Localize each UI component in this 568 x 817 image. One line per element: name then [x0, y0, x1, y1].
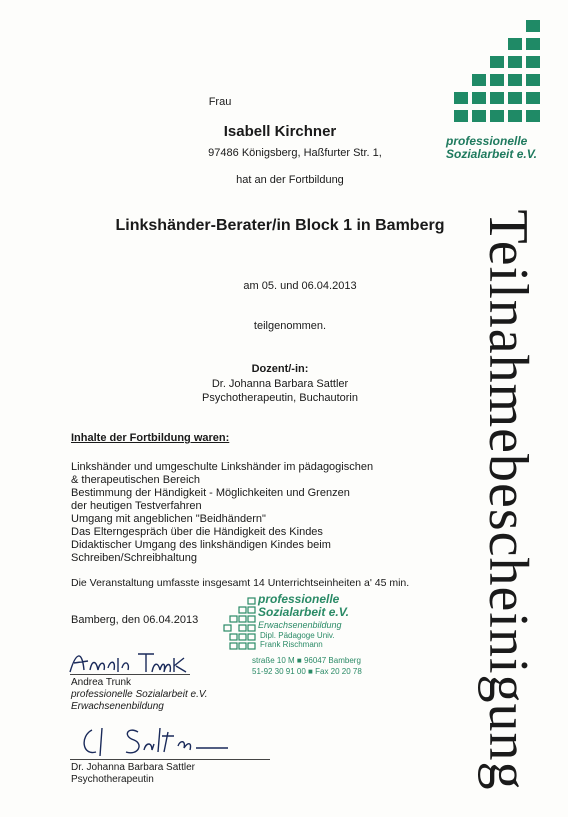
logo-line2: Sozialarbeit e.V.: [446, 147, 537, 161]
content-line: Das Elterngespräch über die Händigkeit des Kindes: [71, 526, 323, 538]
logo-line1: professionelle: [446, 134, 528, 148]
content-line: Schreiben/Schreibhaltung: [71, 552, 197, 564]
vertical-title-text: Teilnahmebescheinigung: [477, 209, 539, 791]
contents-heading: Inhalte der Fortbildung waren:: [71, 432, 230, 444]
participated-text: teilgenommen.: [253, 320, 327, 332]
course-dates: am 05. und 06.04.2013: [243, 280, 357, 292]
participant-address: 97486 Königsberg, Haßfurter Str. 1,: [208, 147, 382, 159]
lecturer-name: Dr. Johanna Barbara Sattler: [211, 378, 349, 390]
signature-1-org: professionelle Sozialarbeit e.V.: [71, 689, 208, 700]
logo-wordmark: [446, 135, 537, 161]
stamp-sub2: Frank Rischmann: [260, 640, 323, 649]
course-summary: Die Veranstaltung umfasste insgesamt 14 Unterrichtseinheiten a' 45 min.: [71, 577, 410, 589]
course-title: Linkshänder-Berater/in Block 1 in Bamberg: [115, 217, 445, 234]
content-line: & therapeutischen Bereich: [71, 474, 201, 486]
lecturer-title: Psychotherapeutin, Buchautorin: [202, 392, 358, 404]
signature-line-1: [70, 674, 190, 675]
signature-1-dept: Erwachsenenbildung: [71, 701, 164, 712]
signature-2-role: Psychotherapeutin: [71, 774, 154, 785]
signature-1-name: Andrea Trunk: [71, 677, 132, 688]
participant-name: Isabell Kirchner: [223, 123, 337, 140]
vertical-document-title: [477, 209, 539, 791]
stamp-sub1: Dipl. Pädagoge Univ.: [260, 631, 335, 640]
signature-2-icon: [78, 722, 238, 760]
signature-line-2: [70, 759, 270, 760]
contents-list: [71, 461, 411, 565]
stamp-org-line2: Sozialarbeit e.V.: [258, 605, 349, 619]
place-date: Bamberg, den 06.04.2013: [71, 614, 199, 626]
content-line: Umgang mit angeblichen "Beidhändern": [71, 513, 266, 525]
stamp-logo-icon: [222, 596, 258, 652]
signature-2-name: Dr. Johanna Barbara Sattler: [71, 762, 195, 773]
stamp-org-line1: professionelle: [258, 592, 340, 606]
logo-block-icon: [446, 18, 546, 133]
signature-1-icon: [66, 646, 196, 676]
stamp-address: straße 10 M ■ 96047 Bamberg: [252, 656, 361, 665]
stamp-phone: 51-92 30 91 00 ■ Fax 20 20 78: [252, 667, 362, 676]
content-line: Didaktischer Umgang des linkshändigen Kindes beim: [71, 539, 331, 551]
content-line: Linkshänder und umgeschulte Linkshänder im pädagogischen: [71, 461, 374, 473]
intro-text: hat an der Fortbildung: [236, 174, 344, 186]
salutation: Frau: [208, 96, 232, 108]
content-line: Bestimmung der Händigkeit - Möglichkeiten und Grenzen: [71, 487, 350, 499]
stamp-dept: Erwachsenenbildung: [258, 620, 342, 630]
lecturer-heading: Dozent/-in:: [251, 363, 309, 375]
content-line: der heutigen Testverfahren: [71, 500, 202, 512]
